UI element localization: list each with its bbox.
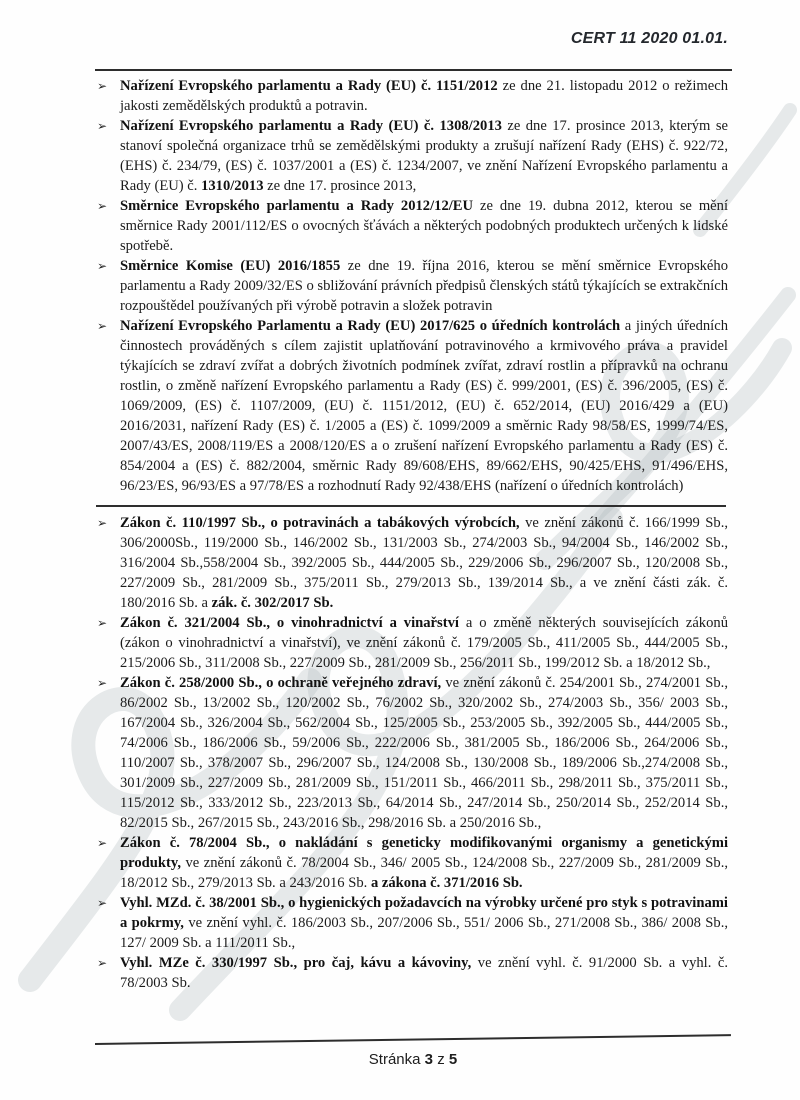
legal-reference-text: Zákon č. 321/2004 Sb., o vinohradnictví a vinařství a o změně některých souvisejících zákonů (zákon o vinohradnictví a vinařství), ve znění zákonů č. 179/2005 Sb., 411/2005 Sb., 444/2005 Sb., 215/2006 Sb., 311/2008 Sb., 227/2009 Sb., 281/2009 Sb., 256/2011 Sb., 199/2012 Sb. a 18/2012 Sb.,: [120, 615, 728, 671]
section-separator-line: [96, 505, 726, 507]
legal-reference-text: Zákon č. 258/2000 Sb., o ochraně veřejného zdraví, ve znění zákonů č. 254/2001 Sb., 274/2001 Sb., 86/2002 Sb., 13/2002 Sb., 120/2002 Sb., 76/2002 Sb., 320/2002 Sb., 274/2003 Sb., 356/ 2003 Sb., 167/2004 Sb., 326/2004 Sb., 562/2004 Sb., 125/2005 Sb., 253/2005 Sb., 392/2005 Sb., 444/2005 Sb., 74/2006 Sb., 186/2006 Sb., 59/2006 Sb., 222/2006 Sb., 381/2005 Sb., 186/2006 Sb., 264/2006 Sb., 110/2007 Sb., 378/2007 Sb., 296/2007 Sb., 124/2008 Sb., 130/2008 Sb., 189/2006 Sb.,274/2008 Sb., 301/2009 Sb., 227/2009 Sb., 281/2009 Sb., 151/2011 Sb., 466/2011 Sb., 298/2011 Sb., 375/2011 Sb., 115/2012 Sb., 333/2012 Sb., 223/2013 Sb., 64/2014 Sb., 247/2014 Sb., 250/2014 Sb., 252/2014 Sb., 82/2015 Sb., 267/2015 Sb., 243/2016 Sb., 298/2016 Sb. a 250/2016 Sb.,: [120, 675, 728, 831]
legal-reference-text: Zákon č. 110/1997 Sb., o potravinách a tabákových výrobcích, ve znění zákonů č. 166/1999 Sb., 306/2000Sb., 119/2000 Sb., 146/2002 Sb., 131/2003 Sb., 274/2003 Sb., 94/2004 Sb., 146/2002 Sb., 316/2004 Sb.,558/2004 Sb., 392/2005 Sb., 444/2005 Sb., 229/2006 Sb., 296/2007 Sb., 120/2008 Sb., 227/2009 Sb., 281/2009 Sb., 375/2011 Sb., 279/2013 Sb., 139/2014 Sb., a ve znění části zák. č. 180/2016 Sb. a zák. č. 302/2017 Sb.: [120, 515, 728, 611]
arrow-bullet-icon: ➢: [97, 119, 108, 133]
footer-total-pages: 5: [448, 1051, 458, 1068]
legal-reference-item: [97, 953, 728, 993]
legal-reference-text: Nařízení Evropského Parlamentu a Rady (EU) 2017/625 o úředních kontrolách a jiných úředních činnostech prováděných s cílem zajistit uplatňování potravinového a krmivového práva a pravidel týkajících se zdraví zvířat a dobrých životních podmínek zvířat, zdraví rostlin a přípravků na ochranu rostlin, o změně nařízení Evropského parlamentu a Rady (ES) č. 999/2001, (ES) č. 396/2005, (ES) č. 1069/2009, (ES) č. 1107/2009, (EU) č. 1151/2012, (EU) č. 652/2014, (EU) 2016/429 a (EU) 2016/2031, nařízení Rady (ES) č. 1/2005 a (ES) č. 1099/2009 a směrnic Rady 98/58/ES, 1999/74/ES, 2007/43/ES, 2008/119/ES a 2008/120/ES a o zrušení nařízení Evropského parlamentu a Rady (ES) č. 854/2004 a (ES) č. 882/2004, směrnic Rady 89/608/EHS, 89/662/EHS, 90/425/EHS, 91/496/EHS, 96/23/ES, 96/93/ES a 97/78/ES a rozhodnutí Rady 92/438/EHS (nařízení o úředních kontrolách): [120, 318, 728, 494]
legal-reference-item: [97, 196, 728, 256]
footer-of-word: z: [437, 1051, 445, 1068]
legal-reference-item: [97, 893, 728, 953]
legal-reference-text: Vyhl. MZe č. 330/1997 Sb., pro čaj, kávu a kávoviny, ve znění vyhl. č. 91/2000 Sb. a vyhl. č. 78/2003 Sb.: [120, 955, 729, 991]
arrow-bullet-icon: ➢: [97, 199, 108, 213]
legal-reference-item: [97, 76, 728, 116]
document-body: [97, 76, 728, 993]
arrow-bullet-icon: ➢: [97, 676, 108, 690]
legal-reference-item: [97, 833, 728, 893]
legal-reference-item: [97, 613, 728, 673]
legal-reference-item: [97, 316, 728, 496]
document-reference: CERT 11 2020 01.01.: [570, 30, 728, 47]
legal-reference-item: [97, 513, 728, 613]
arrow-bullet-icon: ➢: [97, 259, 108, 273]
legal-reference-text: Nařízení Evropského parlamentu a Rady (EU) č. 1308/2013 ze dne 17. prosince 2013, kterým se stanoví společná organizace trhů se zemědělskými produkty a zrušují nařízení Rady (EHS) č. 922/72, (EHS) č. 234/79, (ES) č. 1037/2001 a (ES) č. 1234/2007, ve znění Nařízení Evropského parlamentu a Rady (EU) č. 1310/2013 ze dne 17. prosince 2013,: [120, 118, 728, 194]
header-separator-line: [95, 69, 732, 71]
eu-regulations-list: [97, 76, 728, 496]
footer-page-word: Stránka: [368, 1051, 421, 1068]
arrow-bullet-icon: ➢: [97, 79, 108, 93]
legal-reference-text: Směrnice Komise (EU) 2016/1855 ze dne 19. října 2016, kterou se mění směrnice Evropského parlamentu a Rady 2009/32/ES o sbližování právních předpisů členských států týkajících se extrakčních rozpouštědel používaných při výrobě potravin a složek potravin: [120, 258, 728, 314]
arrow-bullet-icon: ➢: [97, 896, 108, 910]
legal-reference-item: [97, 256, 728, 316]
legal-reference-text: Vyhl. MZd. č. 38/2001 Sb., o hygienických požadavcích na výrobky určené pro styk s potravinami a pokrmy, ve znění vyhl. č. 186/2003 Sb., 207/2006 Sb., 551/ 2006 Sb., 271/2008 Sb., 386/ 2008 Sb., 127/ 2009 Sb. a 111/2011 Sb.,: [120, 895, 729, 951]
arrow-bullet-icon: ➢: [97, 616, 108, 630]
legal-reference-text: Nařízení Evropského parlamentu a Rady (EU) č. 1151/2012 ze dne 21. listopadu 2012 o režimech jakosti zemědělských produktů a potravin.: [120, 78, 728, 114]
national-laws-list: [97, 513, 728, 993]
page-number-footer: [95, 1051, 731, 1068]
arrow-bullet-icon: ➢: [97, 516, 108, 530]
legal-reference-item: [97, 673, 728, 833]
footer-separator-line: [95, 1034, 731, 1045]
legal-reference-text: Směrnice Evropského parlamentu a Rady 2012/12/EU ze dne 19. dubna 2012, kterou se mění směrnice Rady 2001/112/ES o ovocných šťávách a některých podobných produktech určených k lidské spotřebě.: [120, 198, 729, 254]
arrow-bullet-icon: ➢: [97, 836, 108, 850]
arrow-bullet-icon: ➢: [97, 956, 108, 970]
legal-reference-text: Zákon č. 78/2004 Sb., o nakládání s geneticky modifikovanými organismy a genetickými produkty, ve znění zákonů č. 78/2004 Sb., 346/ 2005 Sb., 124/2008 Sb., 227/2009 Sb., 281/2009 Sb., 18/2012 Sb., 279/2013 Sb. a 243/2016 Sb. a zákona č. 371/2016 Sb.: [120, 835, 728, 891]
arrow-bullet-icon: ➢: [97, 319, 108, 333]
document-header: [571, 30, 728, 48]
legal-reference-item: [97, 116, 728, 196]
footer-current-page: 3: [424, 1051, 434, 1068]
